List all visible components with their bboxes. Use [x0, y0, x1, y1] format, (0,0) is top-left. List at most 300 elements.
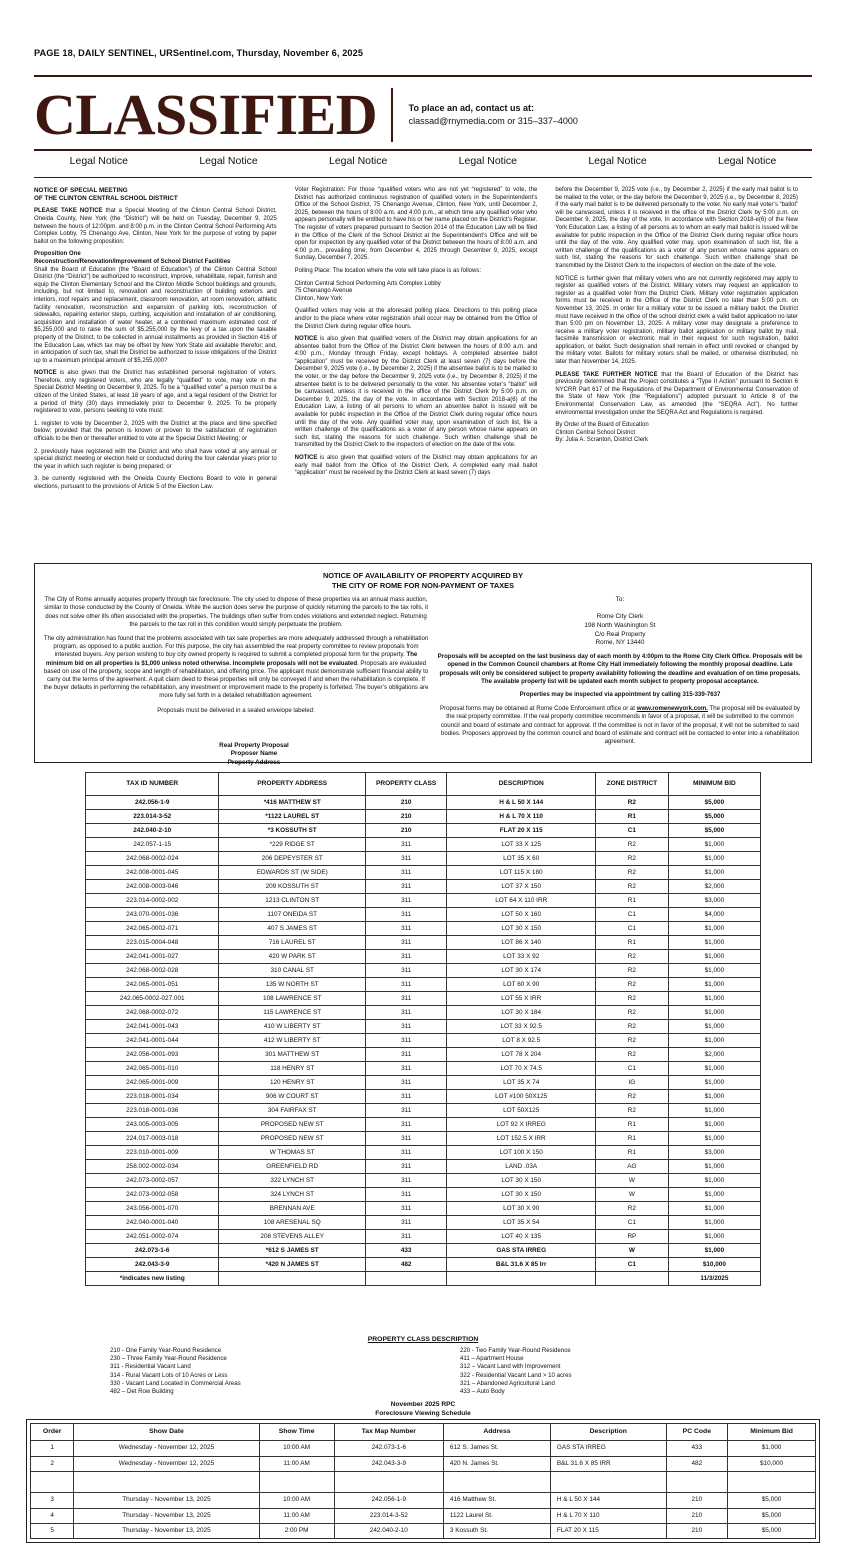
table-row: [86, 1216, 761, 1230]
property-cell: $1,000: [668, 838, 760, 852]
property-cell: 311: [365, 1174, 446, 1188]
schedule-cell: $5,000: [728, 1524, 816, 1539]
table-row: [86, 1160, 761, 1174]
property-cell: LOT 60 X 90: [447, 978, 596, 992]
schedule-cell: [550, 1472, 666, 1493]
registration-item-2: 2. previously have registered with the District and who shall have voted at any annual or special district meeting or election held or conducted during the four calendar years prior to the year in which such register is being prepared; or: [34, 448, 277, 470]
property-cell: $1,000: [668, 950, 760, 964]
property-cell: LOT 35 X 74: [447, 1076, 596, 1090]
legal-notice-label-2: Legal Notice: [199, 155, 258, 167]
property-cell: GREENFIELD RD: [219, 1160, 366, 1174]
signoff-line-2: Clinton Central School District: [555, 429, 636, 436]
envelope-label-line-3: Property Address: [227, 758, 281, 766]
property-cell: 210: [365, 824, 446, 838]
property-cell: 208 STEVENS ALLEY: [219, 1230, 366, 1244]
property-cell: 242.068-0002-072: [86, 1006, 219, 1020]
property-cell: 311: [365, 1034, 446, 1048]
table-row: [86, 1104, 761, 1118]
absentee-body: is also given that qualified voters of the District may obtain applications for an absentee ballot from the Office of the District Clerk between the hours of 8:00 a.m. and 4:00 p.m., Monday through Friday, except holidays. A completed absentee ballot “application” must be received by the District Clerk at least seven (7) days before the December 9, 2025 vote (i.e., by December 2, 2025) if the absentee ballot is to be mailed to the voter, or the day before the December 9, 2025 vote (i.e., by December 8, 2025) if the absentee ballot is to be delivered personally to the voter. No absentee voter’s “ballot” will be canvassed, unless it is received in the office of the District Clerk by 5:00 p.m. on December 9, 2025, the day of the vote. In accordance with Section 2018-a(6) of the Education Law, a listing of all persons to whom an absentee ballot is issued will be available for public inspection in the Office of the District Clerk during regular office hours until the day of the vote. Any qualified voter may, upon examination of such list, file a written challenge of the qualifications as a voter of any person whose name appears on such list, stating the reasons for such challenge. Such written challenge shall be transmitted by the District Clerk to the inspectors of election on the date of the vote.: [294, 336, 538, 449]
polling-address-line-1: Clinton Central School Performing Arts Complex Lobby: [294, 280, 441, 287]
property-cell: R2: [596, 978, 669, 992]
legal-notice-label-5: Legal Notice: [588, 155, 647, 167]
property-cell: 223.014-3-52: [86, 810, 219, 824]
schedule-cell: 210: [666, 1508, 727, 1523]
property-cell: W: [596, 1174, 669, 1188]
table-row: [86, 1230, 761, 1244]
property-cell: $1,000: [668, 1188, 760, 1202]
property-cell: C1: [596, 824, 669, 838]
schedule-cell: $10,000: [728, 1456, 816, 1471]
voter-registration-para: Voter Registration: For those “qualified voters who are not yet “registered” to vote, the District has authorized continuous registration of qualified voters in the Superintendent’s Office of the School District, 75 Chenango Avenue, Clinton, New York, until December 2, 2025, between the hours of 8:00 a.m. and 4:00 p.m., at which time any qualified voter who appears personally will be entitled to have his or her name placed on the District’s Register. The register of voters prepared pursuant to Section 2014 of the Education Law will be filed in the Office of the Clerk of the School District at the Superintendent’s Office and will be open for inspection by any qualified voter of the District between the hours of 8:00 a.m. and 4:00 p.m., prevailing time, from December 4, 2025 through December 9, 2025, except Sunday, December 7, 2025.: [294, 187, 538, 262]
rome-inspection-statement: Properties may be inspected via appointment by calling 315-339-7637: [519, 691, 721, 699]
property-cell: $3,000: [668, 1146, 760, 1160]
seqra-para: [555, 372, 798, 418]
property-cell: 223.018-0001-036: [86, 1104, 219, 1118]
schedule-title-line-2: Foreclosure Viewing Schedule: [375, 1409, 471, 1417]
property-cell: C1: [596, 1258, 669, 1272]
rome-para-2: [43, 635, 429, 701]
property-cell: R2: [596, 1048, 669, 1062]
property-cell: B&L 31.6 X 85 Irr: [447, 1258, 596, 1272]
property-cell: 311: [365, 964, 446, 978]
table-row: [86, 992, 761, 1006]
rome-forms-statement: [437, 705, 803, 747]
contact-detail: classad@rnymedia.com or 315–337–4000: [408, 116, 578, 126]
th-property-class: PROPERTY CLASS: [365, 773, 446, 796]
schedule-title: [0, 1401, 846, 1418]
schedule-cell: 11:00 AM: [259, 1456, 334, 1471]
property-cell: *612 S JAMES ST: [219, 1244, 366, 1258]
property-class-lists: [110, 1347, 770, 1396]
property-cell: 242.056-1-9: [86, 796, 219, 810]
property-cell: 242.057-1-15: [86, 838, 219, 852]
table-row: [86, 1258, 761, 1272]
table-row: [86, 796, 761, 810]
property-cell: $1,000: [668, 922, 760, 936]
property-cell: LOT 35 X 60: [447, 852, 596, 866]
property-cell: LOT 30 X 184: [447, 1006, 596, 1020]
property-cell: 322 LYNCH ST: [219, 1174, 366, 1188]
property-cell: GAS STA IRREG: [447, 1244, 596, 1258]
property-table-head: [86, 773, 761, 796]
table-row: [86, 1202, 761, 1216]
table-row: [31, 1524, 816, 1539]
th-address: Address: [443, 1424, 550, 1441]
schedule-cell: H & L 70 X 110: [550, 1508, 666, 1523]
property-cell: LOT #100 50X125: [447, 1090, 596, 1104]
table-row: [86, 1090, 761, 1104]
property-cell: 242.065-0001-009: [86, 1076, 219, 1090]
contact-title: To place an ad, contact us at:: [408, 103, 534, 113]
property-cell: 1213 CLINTON ST: [219, 894, 366, 908]
property-cell: H & L 70 X 110: [447, 810, 596, 824]
legal-notice-label-6: Legal Notice: [718, 155, 777, 167]
property-class-item: 411 – Apartment House: [460, 1355, 524, 1363]
property-cell: 223.018-0001-034: [86, 1090, 219, 1104]
property-cell: 209 KOSSUTH ST: [219, 880, 366, 894]
take-notice-lead: PLEASE TAKE NOTICE: [34, 208, 103, 215]
schedule-cell: 242.043-3-9: [334, 1456, 443, 1471]
rome-to-line-2: 198 North Washington St: [584, 621, 656, 629]
property-cell: $1,000: [668, 992, 760, 1006]
property-class-item: 314 - Rural Vacant Lots of 10 Acres or Less: [110, 1371, 228, 1379]
legal-notice-label-3: Legal Notice: [328, 155, 388, 167]
property-cell: 311: [365, 880, 446, 894]
property-cell: R2: [596, 1020, 669, 1034]
rome-website-link[interactable]: www.romenewyork.com.: [636, 704, 708, 712]
schedule-cell: 420 N. James St.: [443, 1456, 550, 1471]
property-cell: LOT 55 X IRR: [447, 992, 596, 1006]
property-cell: LOT 100 X 150: [447, 1146, 596, 1160]
property-cell: LOT 8 X 92.5: [447, 1034, 596, 1048]
table-row: [86, 880, 761, 894]
table-row: [86, 824, 761, 838]
property-cell: R2: [596, 880, 669, 894]
property-cell: R2: [596, 1104, 669, 1118]
property-cell: LOT 30 X 90: [447, 1202, 596, 1216]
property-cell: 223.014-0002-002: [86, 894, 219, 908]
schedule-cell: Wednesday - November 12, 2025: [74, 1456, 259, 1471]
table-row: [86, 1062, 761, 1076]
property-cell: 242.041-0001-043: [86, 1020, 219, 1034]
contact-block: [393, 102, 578, 128]
table-row: [86, 1146, 761, 1160]
property-cell: *indicates new listing: [86, 1272, 219, 1286]
clinton-notice-title: [34, 187, 277, 203]
property-cell: LOT 78 X 204: [447, 1048, 596, 1062]
property-class-item: 482 – Det Row Building: [110, 1388, 174, 1396]
table-row: [86, 838, 761, 852]
masthead: [34, 84, 812, 146]
schedule-cell: B&L 31.6 X 85 IRR: [550, 1456, 666, 1471]
property-class-item: 321 – Abandoned Agricultural Land: [460, 1379, 555, 1387]
property-cell: 311: [365, 950, 446, 964]
property-cell: LOT 115 X 180: [447, 866, 596, 880]
property-cell: LOT 40 X 135: [447, 1230, 596, 1244]
th-minimum-bid: MINIMUM BID: [668, 773, 760, 796]
property-cell: LOT 30 X 174: [447, 964, 596, 978]
property-cell: LOT 30 X 150: [447, 1174, 596, 1188]
property-cell: $1,000: [668, 1090, 760, 1104]
property-class-item: 312 – Vacant Land with Improvement: [460, 1363, 561, 1371]
table-row: [86, 1132, 761, 1146]
notice-columns: [34, 187, 816, 497]
th-show-date: Show Date: [74, 1424, 259, 1441]
property-cell: 311: [365, 838, 446, 852]
property-listing-table: [85, 772, 761, 1286]
table-row: [31, 1456, 816, 1471]
property-cell: $1,000: [668, 1118, 760, 1132]
property-cell: R2: [596, 992, 669, 1006]
property-cell: 243.005-0003-005: [86, 1118, 219, 1132]
property-cell: 410 W LIBERTY ST: [219, 1020, 366, 1034]
table-row: [86, 908, 761, 922]
rome-to-line-4: Rome, NY 13440: [595, 639, 645, 647]
property-cell: LOT 86 X 140: [447, 936, 596, 950]
clinton-title-line-1: NOTICE OF SPECIAL MEETING: [34, 187, 128, 194]
table-row: [86, 1188, 761, 1202]
property-cell: C1: [596, 1216, 669, 1230]
proposition-body: Shall the Board of Education (the “Board of Education”) of the Clinton Central School District (the “District”) be authorized to reconstruct, improve, rehabilitate, repair, furnish and equip the Clinton Elementary School and the Clinton Middle School buildings and grounds, including, but not limited to, renovation and reconstruction of building exteriors and interiors, roof repairs and replacement, classroom renovation, art room renovation, athletic facility renovation, reconstruction and expansion of parking lots, reconstruction of sidewalks, repairing exterior steps, curbing, acquisition and installation of air conditioning, acquisition and installation of water heater, at a combined maximum estimated cost of $5,255,000 and to raise the sum of $5,255,000 by the levy of a tax upon the taxable property of the District, to be collected in annual installments as provided in Section 416 of the Education Law, which tax may be offset by New York State aid available therefor; and, in anticipation of such tax, shall the District be authorized to issue obligations of the District up to a maximum principal amount of $5,255,000?: [34, 266, 277, 364]
masthead-top-rule: [34, 75, 812, 77]
proposition-head-1: Proposition One: [34, 251, 81, 258]
property-cell: 242.041-0001-044: [86, 1034, 219, 1048]
property-cell: 135 W NORTH ST: [219, 978, 366, 992]
registration-notice-lead: NOTICE: [34, 370, 57, 377]
absentee-ballot-para: [295, 336, 538, 450]
signoff-line-1: By Order of the Board of Education: [555, 422, 649, 429]
envelope-label-block: [34, 742, 474, 767]
property-cell: 412 W LIBERTY ST: [219, 1034, 366, 1048]
schedule-cell: [334, 1472, 443, 1493]
absentee-lead: NOTICE: [294, 336, 318, 343]
schedule-frame: [26, 1419, 820, 1543]
property-cell: 210: [365, 810, 446, 824]
property-cell: $10,000: [668, 1258, 760, 1272]
property-cell: LOT 64 X 110 IRR: [447, 894, 596, 908]
property-cell: 242.065-0001-051: [86, 978, 219, 992]
schedule-cell: Thursday - November 13, 2025: [74, 1524, 259, 1539]
property-cell: 242.040-2-10: [86, 824, 219, 838]
property-cell: 242.041-0001-027: [86, 950, 219, 964]
property-cell: $1,000: [668, 1006, 760, 1020]
table-row: [86, 1174, 761, 1188]
clinton-take-notice-para: [34, 208, 277, 246]
property-cell: R1: [596, 1146, 669, 1160]
schedule-cell: 3: [31, 1493, 74, 1508]
property-cell: $3,000: [668, 894, 760, 908]
schedule-cell: 210: [666, 1493, 727, 1508]
schedule-cell: 2: [31, 1456, 74, 1471]
early-mail-body-a: is also given that qualified voters of the District may obtain applications for an early mail ballot from the Office of the District Clerk. A completed early mail ballot “application” must be received by the District Clerk at least seven (7) days: [294, 455, 538, 477]
property-cell: LOT 92 X IRREG: [447, 1118, 596, 1132]
property-cell: R2: [596, 1202, 669, 1216]
property-cell: $1,000: [668, 1202, 760, 1216]
property-class-item: 433 – Auto Body: [460, 1388, 505, 1396]
legal-notice-label-1: Legal Notice: [69, 155, 129, 167]
schedule-title-line-1: November 2025 RPC: [390, 1401, 456, 1408]
property-cell: LOT 35 X 54: [447, 1216, 596, 1230]
property-cell: 243.056-0001-070: [86, 1202, 219, 1216]
registration-notice-body: is also given that the District has established personal registration of voters. Therefore, only registered voters, who are legally “qualified” to vote, may vote in the Special District Meeting on December 9, 2025. To be a “qualified voter” a person must be a citizen of the United States, at least 18 years of age, and a legal resident of the District for a period of thirty (30) days immediately prior to December 9, 2025. To be properly registered to vote, persons seeking to vote must:: [34, 370, 277, 415]
property-cell: $1,000: [668, 978, 760, 992]
property-cell: LOT 37 X 150: [447, 880, 596, 894]
property-cell: R2: [596, 964, 669, 978]
property-cell: LOT 33 X 125: [447, 838, 596, 852]
property-cell: R1: [596, 894, 669, 908]
schedule-cell: 416 Matthew St.: [443, 1493, 550, 1508]
registration-item-1: 1. register to vote by December 2, 2025 with the District at the place and time specified below; provided that the person is known or proven to the satisfaction of registration officials to be then or thereafter entitled to vote at the Special District Meeting; or: [34, 420, 277, 443]
legal-notice-label-4: Legal Notice: [458, 155, 518, 167]
table-row: [86, 1034, 761, 1048]
property-cell: LOT 152.5 X IRR: [447, 1132, 596, 1146]
property-cell: W: [596, 1244, 669, 1258]
property-cell: *229 RIDGE ST: [219, 838, 366, 852]
property-cell: 1107 ONEIDA ST: [219, 908, 366, 922]
envelope-label-line-2: Proposer Name: [230, 750, 278, 758]
property-cell: 242.040-0001-040: [86, 1216, 219, 1230]
property-cell: [447, 1272, 596, 1286]
property-cell: $1,000: [668, 1062, 760, 1076]
property-cell: R2: [596, 1090, 669, 1104]
property-cell: R2: [596, 838, 669, 852]
schedule-cell: 242.056-1-9: [334, 1493, 443, 1508]
schedule-cell: 1122 Laurel St.: [443, 1508, 550, 1523]
table-row: [86, 964, 761, 978]
property-cell: 311: [365, 894, 446, 908]
schedule-cell: $5,000: [728, 1508, 816, 1523]
property-class-left-list: [110, 1347, 460, 1396]
property-cell: C1: [596, 922, 669, 936]
schedule-cell: [728, 1472, 816, 1493]
property-cell: 242.065-0002-027.001: [86, 992, 219, 1006]
property-cell: BRENNAN AVE: [219, 1202, 366, 1216]
masthead-title: CLASSIFIED: [34, 82, 378, 147]
property-cell: C1: [596, 908, 669, 922]
th-tax-map-number: Tax Map Number: [334, 1424, 443, 1441]
table-row: [86, 1244, 761, 1258]
rome-notice-columns: [35, 590, 811, 752]
schedule-cell: H & L 50 X 144: [550, 1493, 666, 1508]
schedule-cell: 612 S. James St.: [443, 1441, 550, 1456]
property-cell: $1,000: [668, 1230, 760, 1244]
table-row: [86, 1118, 761, 1132]
property-cell: $5,000: [668, 824, 760, 838]
rome-proposals-statement: Proposals will be accepted on the last business day of each month by 4:00pm to the Rome City Clerk Office. Proposals will be opened in the Common Council chambers at Rome City Hall immediately following the monthly proposal deadline. Late proposals will only be considered subject to property availability following the deadline and evaluation of on time proposals. The available property list will be updated each month subject to property proposal acceptance.: [437, 652, 803, 685]
property-table-header-row: [86, 773, 761, 796]
schedule-cell: [74, 1472, 259, 1493]
schedule-table-body: [31, 1441, 816, 1539]
property-cell: LOT 30 X 150: [447, 1188, 596, 1202]
schedule-cell: Wednesday - November 12, 2025: [74, 1441, 259, 1456]
schedule-cell: FLAT 20 X 115: [550, 1524, 666, 1539]
property-cell: 224.017-0003-018: [86, 1132, 219, 1146]
property-cell: $1,000: [668, 936, 760, 950]
early-mail-body-b: before the December 9, 2025 vote (i.e., by December 2, 2025) if the early mail ballot is to be mailed to the voter, or the day before the December 9, 2025 (i.e., by December 8, 2025) if the early mail ballot is to be delivered personally to the voter. No early mail voter’s “ballot” will be canvassed, unless it is received in the office of the District Clerk by 5:00 p.m. on December 9, 2025, the day of the vote. In accordance with Section 2018-e(6) of the New York Education Law, a listing of all persons as to whom an early mail ballot is issued will be available for public inspection in the Office of the District Clerk during regular office hours until the day of the vote. Any qualified voter may, upon examination of such list, file a written challenge of the qualifications as a voter of any person whose name appears on such list, stating the reasons for such challenge. Such written challenge shall be transmitted by the District Clerk to the inspectors of election on the date of the vote.: [555, 187, 799, 269]
property-cell: 108 ARESENAL SQ: [219, 1216, 366, 1230]
property-cell: 311: [365, 908, 446, 922]
property-class-title: PROPERTY CLASS DESCRIPTION: [367, 1336, 479, 1343]
property-cell: 311: [365, 1146, 446, 1160]
schedule-spacer-row: [31, 1472, 816, 1493]
property-cell: IG: [596, 1076, 669, 1090]
property-cell: 301 MATTHEW ST: [219, 1048, 366, 1062]
table-row: [86, 1076, 761, 1090]
schedule-header-row: [31, 1424, 816, 1441]
property-cell: R2: [596, 1006, 669, 1020]
schedule-cell: Thursday - November 13, 2025: [74, 1508, 259, 1523]
th-tax-id: TAX ID NUMBER: [86, 773, 219, 796]
rome-notice-title: [35, 564, 811, 590]
property-cell: 304 FAIRFAX ST: [219, 1104, 366, 1118]
masthead-bottom-rule: [34, 149, 812, 151]
rome-to-label: To:: [615, 596, 625, 604]
property-cell: 311: [365, 922, 446, 936]
property-cell: 311: [365, 1188, 446, 1202]
envelope-label-line-1: Real Property Proposal: [219, 742, 289, 749]
th-pc-code: PC Code: [666, 1424, 727, 1441]
proposition-head-2: Reconstruction/Renovation/Improvement of School District Facilities: [34, 258, 231, 265]
property-cell: R2: [596, 1034, 669, 1048]
property-cell: 223.010-0001-009: [86, 1146, 219, 1160]
property-cell: 242.043-3-9: [86, 1258, 219, 1272]
schedule-cell: 11:00 AM: [259, 1508, 334, 1523]
property-cell: 11/3/2025: [668, 1272, 760, 1286]
property-cell: 324 LYNCH ST: [219, 1188, 366, 1202]
schedule-cell: Thursday - November 13, 2025: [74, 1493, 259, 1508]
polling-address-line-2: 75 Chenango Avenue: [294, 288, 353, 295]
property-cell: 242.065-0002-071: [86, 922, 219, 936]
schedule-cell: $5,000: [728, 1493, 816, 1508]
rome-to-block: [437, 596, 803, 648]
property-cell: 242.008-0003-046: [86, 880, 219, 894]
property-cell: 311: [365, 1006, 446, 1020]
property-class-item: 322 - Residential Vacant Land > 10 acres: [460, 1371, 572, 1379]
schedule-cell: 5: [31, 1524, 74, 1539]
property-cell: $5,000: [668, 810, 760, 824]
property-class-right-list: [460, 1347, 770, 1396]
property-cell: $2,000: [668, 1048, 760, 1062]
th-sched-minimum-bid: Minimum Bid: [728, 1424, 816, 1441]
property-cell: 311: [365, 1090, 446, 1104]
property-cell: LOT 70 X 74.5: [447, 1062, 596, 1076]
property-cell: 243.070-0001-036: [86, 908, 219, 922]
property-class-item: 230 – Three Family Year-Round Residence: [110, 1355, 227, 1363]
rome-notice-box: [34, 563, 812, 763]
schedule-cell: $1,000: [728, 1441, 816, 1456]
property-cell: EDWARDS ST (W SIDE): [219, 866, 366, 880]
property-cell: 120 HENRY ST: [219, 1076, 366, 1090]
schedule-cell: 10:00 AM: [259, 1493, 334, 1508]
schedule-cell: [31, 1472, 74, 1493]
property-cell: 311: [365, 1076, 446, 1090]
table-row: [86, 978, 761, 992]
property-cell: W: [596, 1188, 669, 1202]
property-cell: 906 W COURT ST: [219, 1090, 366, 1104]
property-cell: PROPOSED NEW ST: [219, 1132, 366, 1146]
rome-forms-a: Proposal forms may be obtained at Rome Code Enforcement office or at: [440, 704, 637, 712]
property-class-item: 210 - One Family Year-Round Residence: [110, 1347, 222, 1354]
schedule-cell: 1: [31, 1441, 74, 1456]
seqra-body: that the Board of Education of the District has previously determined that the Project constitutes a “Type II Action” pursuant to Section 6 NYCRR Part 617 of the Regulations of the Department of Environmental Conservation of the State of New York (the “Regulations”) adopted pursuant to Article 8 of the Environmental Conservation Law, as amended (the “SEQRA Act”). No further environmental investigation under the SEQRA Act and Regulations is required.: [555, 371, 799, 416]
schedule-cell: 223.014-3-52: [334, 1508, 443, 1523]
table-row: [86, 1272, 761, 1286]
clinton-title-line-2: OF THE CLINTON CENTRAL SCHOOL DISTRICT: [34, 195, 178, 203]
rome-to-line-1: Rome City Clerk: [596, 613, 644, 621]
registration-item-3: 3. be currently registered with the Oneida County Elections Board to vote in general elections, pursuant to the provisions of Article 5 of the Election Law.: [34, 476, 277, 490]
property-cell: FLAT 20 X 115: [447, 824, 596, 838]
polling-address-line-3: Clinton, New York: [294, 295, 343, 302]
property-cell: C1: [596, 1062, 669, 1076]
property-cell: $1,000: [668, 1104, 760, 1118]
schedule-table-head: [31, 1424, 816, 1441]
schedule-cell: 10:00 AM: [259, 1441, 334, 1456]
schedule-cell: 433: [666, 1441, 727, 1456]
rome-notice-right: [437, 596, 803, 752]
notice-column-3: [555, 187, 816, 497]
property-cell: *3 KOSSUTH ST: [219, 824, 366, 838]
table-row: [86, 1006, 761, 1020]
property-cell: R1: [596, 1118, 669, 1132]
schedule-cell: 3 Kossuth St.: [443, 1524, 550, 1539]
property-cell: R2: [596, 950, 669, 964]
military-voters-para: NOTICE is further given that military voters who are not currently registered may apply to register as qualified voters of the District. Military voters may request an application to register as a qualified voter from the District Clerk. Military voter registration application forms must be received in the Office of the District Clerk no later than 5:00 p.m. on November 13, 2025. In order for a military voter to be issued a military ballot, the District must have received in the office of the school district clerk a valid ballot application no later than 5:00 pm on November 13, 2025. A military voter may designate a preference to receive a military voter registration, military ballot application or military ballot by mail, facsimile transmission or electronic mail in their request for such registration, ballot application, or ballot. Such designation shall remain in effect until revoked or changed by the military voter. Ballots for military voters shall be mailed, or otherwise distributed, no later than November 14, 2025.: [555, 275, 799, 366]
property-cell: $2,000: [668, 880, 760, 894]
schedule-cell: [259, 1472, 334, 1493]
rome-forms-b: The proposal will be evaluated by the real property committee. If the real property committee recommends in favor of a proposal, it will be submitted to the common council and board of estimate and contract for approval. If the committee is not in favor of the proposal; it will not be submitted to said bodies. Proposers approved by the common council and board of estimate and contract will be contacted to enter into a rehabilitation agreement.: [440, 704, 800, 746]
th-property-address: PROPERTY ADDRESS: [219, 773, 366, 796]
page-header-line: PAGE 18, DAILY SENTINEL, URSentinel.com, Thursday, November 6, 2025: [34, 48, 364, 58]
